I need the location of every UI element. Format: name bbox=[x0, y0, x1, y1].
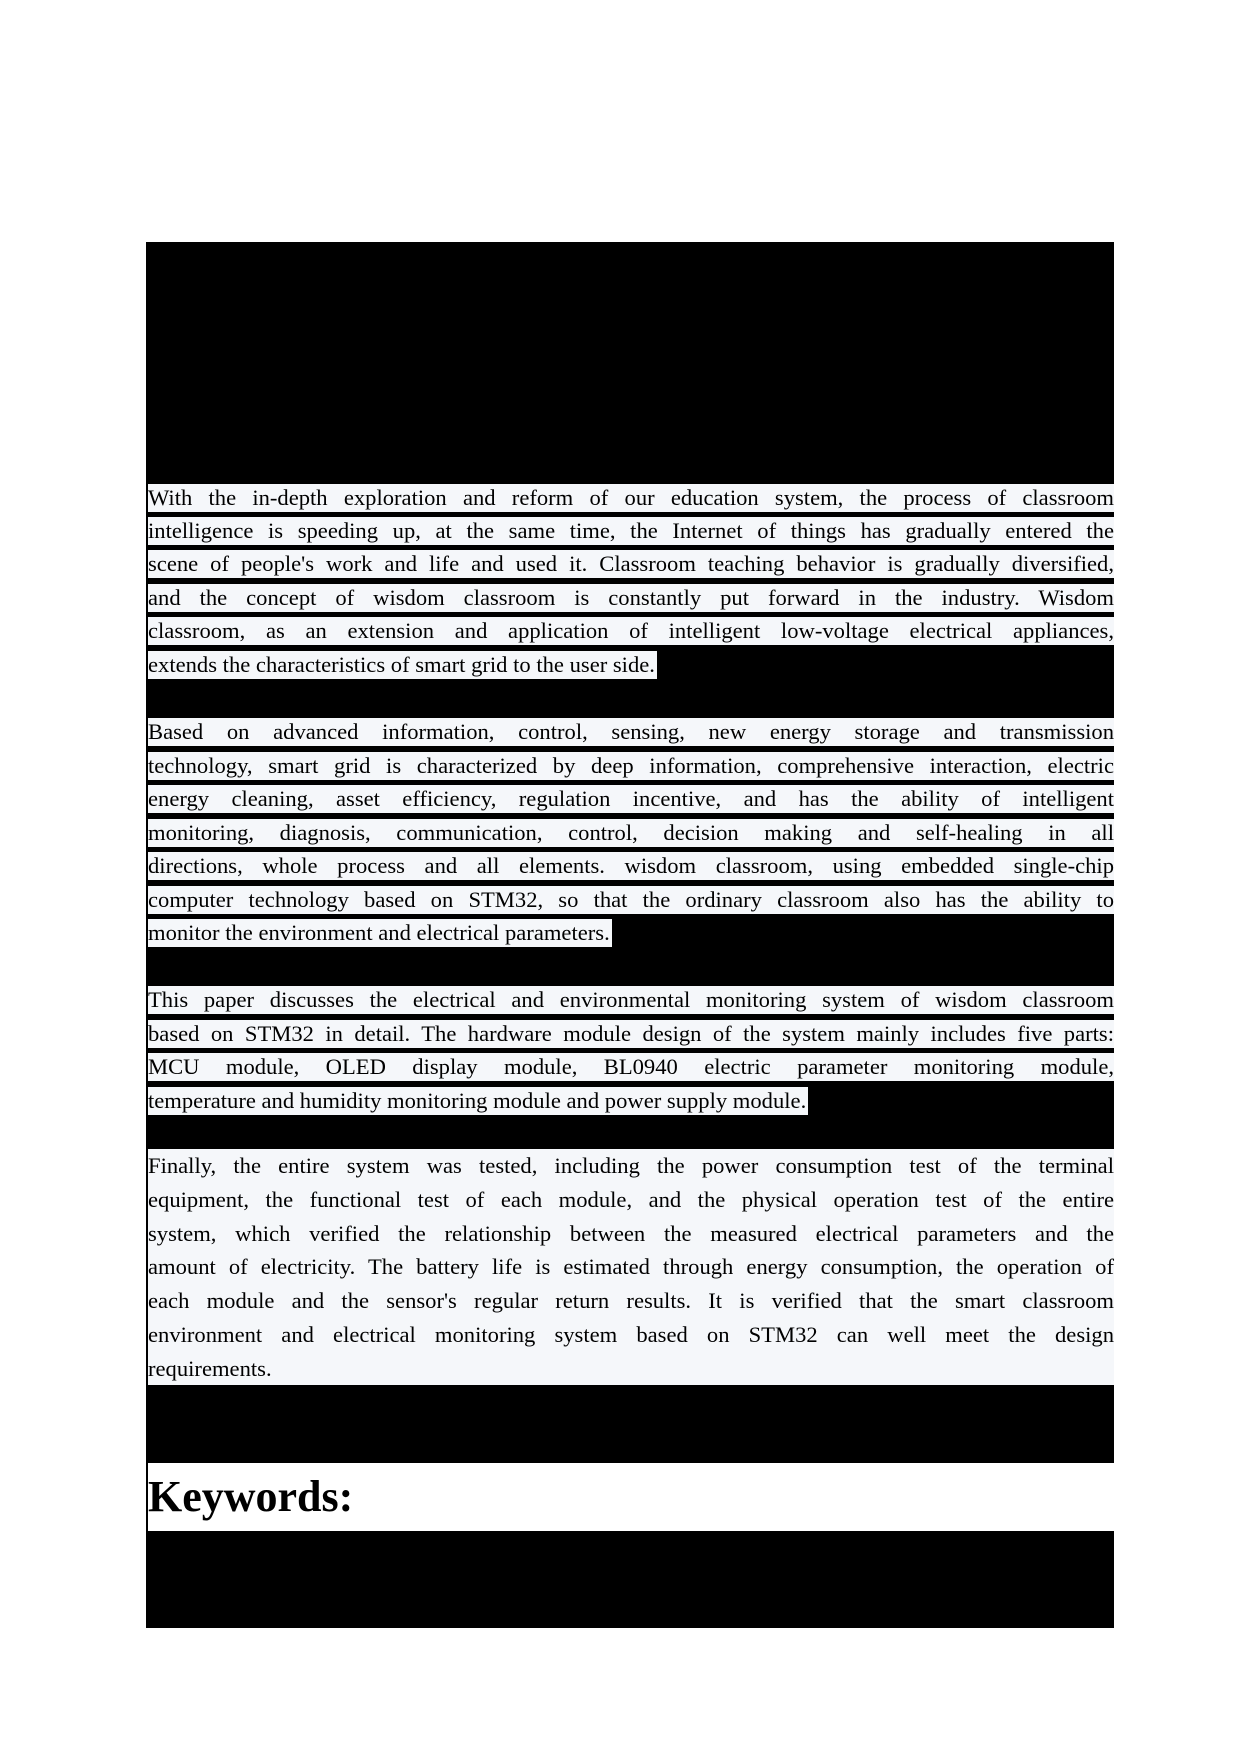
abstract-line: MCU module, OLED display module, BL0940 electric parameter monitoring module, bbox=[148, 1054, 1114, 1079]
abstract-line: intelligence is speeding up, at the same time, the Internet of things has gradually entered the bbox=[148, 518, 1114, 543]
abstract-line: temperature and humidity monitoring module and power supply module. bbox=[148, 1088, 807, 1113]
abstract-line: system, which verified the relationship between the measured electrical parameters and the bbox=[148, 1220, 1114, 1246]
abstract-line: environment and electrical monitoring system based on STM32 can well meet the design bbox=[148, 1321, 1114, 1347]
abstract-line: equipment, the functional test of each module, and the physical operation test of the entire bbox=[148, 1186, 1114, 1212]
abstract-line: monitor the environment and electrical parameters. bbox=[148, 920, 610, 945]
abstract-paragraph bbox=[148, 1149, 1114, 1385]
abstract-line: amount of electricity. The battery life is estimated through energy consumption, the operation of bbox=[148, 1254, 1114, 1280]
abstract-line: extends the characteristics of smart grid to the user side. bbox=[148, 652, 655, 677]
abstract-line: computer technology based on STM32, so that the ordinary classroom also has the ability to bbox=[148, 887, 1114, 912]
abstract-line: scene of people's work and life and used it. Classroom teaching behavior is gradually diversified, bbox=[148, 551, 1114, 576]
abstract-line: directions, whole process and all elements. wisdom classroom, using embedded single-chip bbox=[148, 853, 1114, 878]
abstract-line: and the concept of wisdom classroom is constantly put forward in the industry. Wisdom bbox=[148, 585, 1114, 610]
abstract-line: requirements. bbox=[148, 1355, 272, 1381]
redacted-document-block bbox=[146, 242, 1114, 1628]
abstract-line: based on STM32 in detail. The hardware module design of the system mainly includes five parts: bbox=[148, 1021, 1114, 1046]
keywords-heading: Keywords: bbox=[148, 1463, 1114, 1531]
abstract-line: classroom, as an extension and application of intelligent low-voltage electrical appliances, bbox=[148, 618, 1114, 643]
abstract-line: energy cleaning, asset efficiency, regulation incentive, and has the ability of intelligent bbox=[148, 786, 1114, 811]
abstract-line: technology, smart grid is characterized by deep information, comprehensive interaction, electric bbox=[148, 753, 1114, 778]
abstract-line: With the in-depth exploration and reform of our education system, the process of classroom bbox=[148, 485, 1114, 510]
abstract-line: monitoring, diagnosis, communication, control, decision making and self-healing in all bbox=[148, 820, 1114, 845]
abstract-line: This paper discusses the electrical and environmental monitoring system of wisdom classroom bbox=[148, 987, 1114, 1012]
abstract-line: each module and the sensor's regular return results. It is verified that the smart classroom bbox=[148, 1288, 1114, 1314]
abstract-line: Finally, the entire system was tested, including the power consumption test of the terminal bbox=[148, 1153, 1114, 1178]
abstract-line: Based on advanced information, control, sensing, new energy storage and transmission bbox=[148, 719, 1114, 744]
